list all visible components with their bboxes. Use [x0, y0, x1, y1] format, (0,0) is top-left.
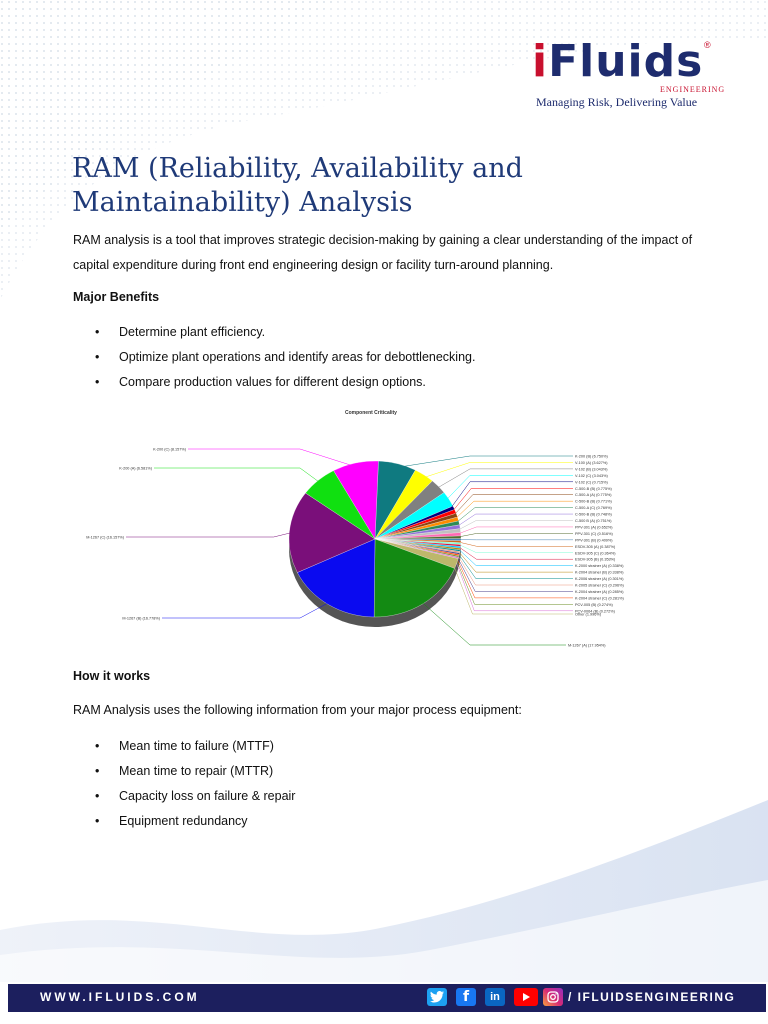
facebook-icon[interactable]: f: [456, 988, 476, 1006]
footer-bar: [0, 982, 768, 1024]
slice-label: M-1267 (B) (16.778%): [122, 616, 160, 621]
inputs-list: [73, 734, 295, 834]
leader-line: [454, 557, 573, 611]
bullet-icon: •: [95, 325, 100, 339]
slice-label: PPV-301 (A) (0.652%): [575, 525, 613, 530]
logo-wordmark: iFluids: [532, 36, 704, 87]
list-item: [73, 345, 475, 370]
benefits-list: [73, 320, 475, 395]
twitter-icon[interactable]: [427, 988, 447, 1006]
slice-label: PPV-301 (B) (0.409%): [575, 538, 613, 543]
list-item-text: Capacity loss on failure & repair: [119, 789, 296, 803]
slice-label: K-2004 strainer (C) (0.281%): [575, 596, 624, 601]
leader-line: [455, 508, 573, 524]
slice-label: ESDV-305 (A) (0.387%): [575, 544, 616, 549]
website-link[interactable]: WWW.IFLUIDS.COM: [40, 990, 200, 1004]
slice-label: M-1267 (C) (16.157%): [86, 535, 124, 540]
slice-label: M-1267 (A) (17.954%): [568, 643, 606, 648]
slice-label: K-200 (A) (6.581%): [119, 466, 152, 471]
leader-line: [456, 549, 573, 573]
leader-line: [422, 462, 573, 478]
how-intro: RAM Analysis uses the following information from your major process equipment:: [73, 703, 522, 717]
list-item-text: Determine plant efficiency.: [119, 325, 266, 339]
slice-label: C-500 B (A) (0.751%): [575, 519, 612, 523]
list-item: [73, 759, 295, 784]
slice-label: K-2004 strainer (A) (0.285%): [575, 589, 624, 594]
list-item-text: Optimize plant operations and identify areas for debottlenecking.: [119, 350, 476, 364]
leader-line: [435, 469, 573, 489]
bullet-icon: •: [95, 789, 100, 803]
leader-line: [457, 543, 573, 552]
leader-line: [456, 521, 573, 532]
slice-label: K-2006 strainer (A) (0.301%): [575, 577, 624, 582]
leader-line: [453, 495, 573, 517]
slice-label: V-102 (B) (3.043%): [575, 467, 608, 472]
leader-line: [457, 533, 573, 537]
slice-label: C-500-B (B) (0.748%): [575, 512, 612, 517]
slice-label: V-102 (C) (0.715%): [575, 480, 608, 485]
slice-label: K-2000 strainer (A) (0.338%): [575, 564, 624, 569]
slice-label: PPV-301 (C) (0.516%): [575, 531, 613, 536]
bullet-icon: •: [95, 375, 100, 389]
social-handle-link[interactable]: / IFLUIDSENGINEERING: [568, 990, 736, 1004]
slice-label: PCV-0064 (B) (0.272%): [575, 609, 615, 614]
leader-line: [162, 601, 331, 618]
instagram-icon[interactable]: [543, 988, 563, 1006]
slice-label: C-500-B (B) (0.771%): [575, 499, 612, 504]
intro-paragraph: RAM analysis is a tool that improves strategic decision-making by gaining a clear understanding of the impact of capital expenditure during front end engineering design or facility turn-around planning.: [73, 233, 693, 272]
leader-line: [451, 488, 573, 512]
benefits-heading: Major Benefits: [73, 290, 160, 304]
slice-label: PCV-005 (B) (0.274%): [575, 602, 613, 607]
slice-label: V-100 (A) (3.627%): [575, 460, 608, 465]
logo-subtext: ENGINEERING: [660, 85, 726, 94]
list-item-text: Mean time to failure (MTTF): [119, 739, 274, 753]
slice-label: K-2005 strainer (C) (0.296%): [575, 583, 624, 588]
list-item: [73, 370, 475, 395]
leader-line: [188, 449, 356, 467]
leader-line: [154, 468, 321, 483]
leader-line: [454, 501, 573, 520]
list-item: [73, 784, 295, 809]
leader-line: [396, 456, 573, 468]
slice-label: K-200 (C) (8.157%): [153, 447, 186, 452]
chart-title: Component Criticality: [345, 410, 397, 416]
leader-line: [450, 482, 573, 510]
brand-tagline: Managing Risk, Delivering Value: [536, 95, 698, 109]
slice-label: Other (1.996%): [575, 612, 601, 617]
list-item: [73, 809, 295, 834]
leader-line: [456, 550, 573, 578]
brand-logo: [532, 36, 726, 110]
list-item-text: Mean time to repair (MTTR): [119, 764, 274, 778]
bullet-icon: •: [95, 814, 100, 828]
leader-line: [420, 601, 566, 645]
leader-line: [457, 542, 573, 547]
bullet-icon: •: [95, 350, 100, 364]
registered-mark: ®: [704, 40, 711, 50]
slice-label: K-200 (B) (6.750%): [575, 454, 608, 459]
list-item: [73, 320, 475, 345]
page-title: RAM (Reliability, Availability and Maintainability) Analysis: [72, 153, 523, 218]
slice-label: K-2004 strainer (B) (0.338%): [575, 570, 624, 575]
youtube-icon[interactable]: [514, 988, 538, 1006]
leader-line: [456, 545, 573, 559]
list-item-text: Equipment redundancy: [119, 814, 248, 828]
slice-label: C-500-A (A) (0.775%): [575, 493, 612, 498]
component-criticality-pie-chart: [60, 404, 720, 654]
bullet-icon: •: [95, 739, 100, 753]
how-heading: How it works: [73, 669, 151, 683]
list-item: [73, 734, 295, 759]
slice-label: C-500-A (C) (0.769%): [575, 506, 612, 511]
slice-label: ESDV-305 (C) (0.364%): [575, 551, 616, 556]
slice-label: C-500-B (B) (0.775%): [575, 486, 612, 491]
leader-line: [126, 532, 294, 537]
leader-line: [456, 547, 573, 566]
slice-label: ESDV-305 (B) (0.353%): [575, 557, 616, 562]
slice-label: V-102 (C) (3.043%): [575, 473, 608, 478]
bullet-icon: •: [95, 764, 100, 778]
linkedin-icon[interactable]: in: [485, 988, 505, 1006]
list-item-text: Compare production values for different design options.: [119, 375, 426, 389]
